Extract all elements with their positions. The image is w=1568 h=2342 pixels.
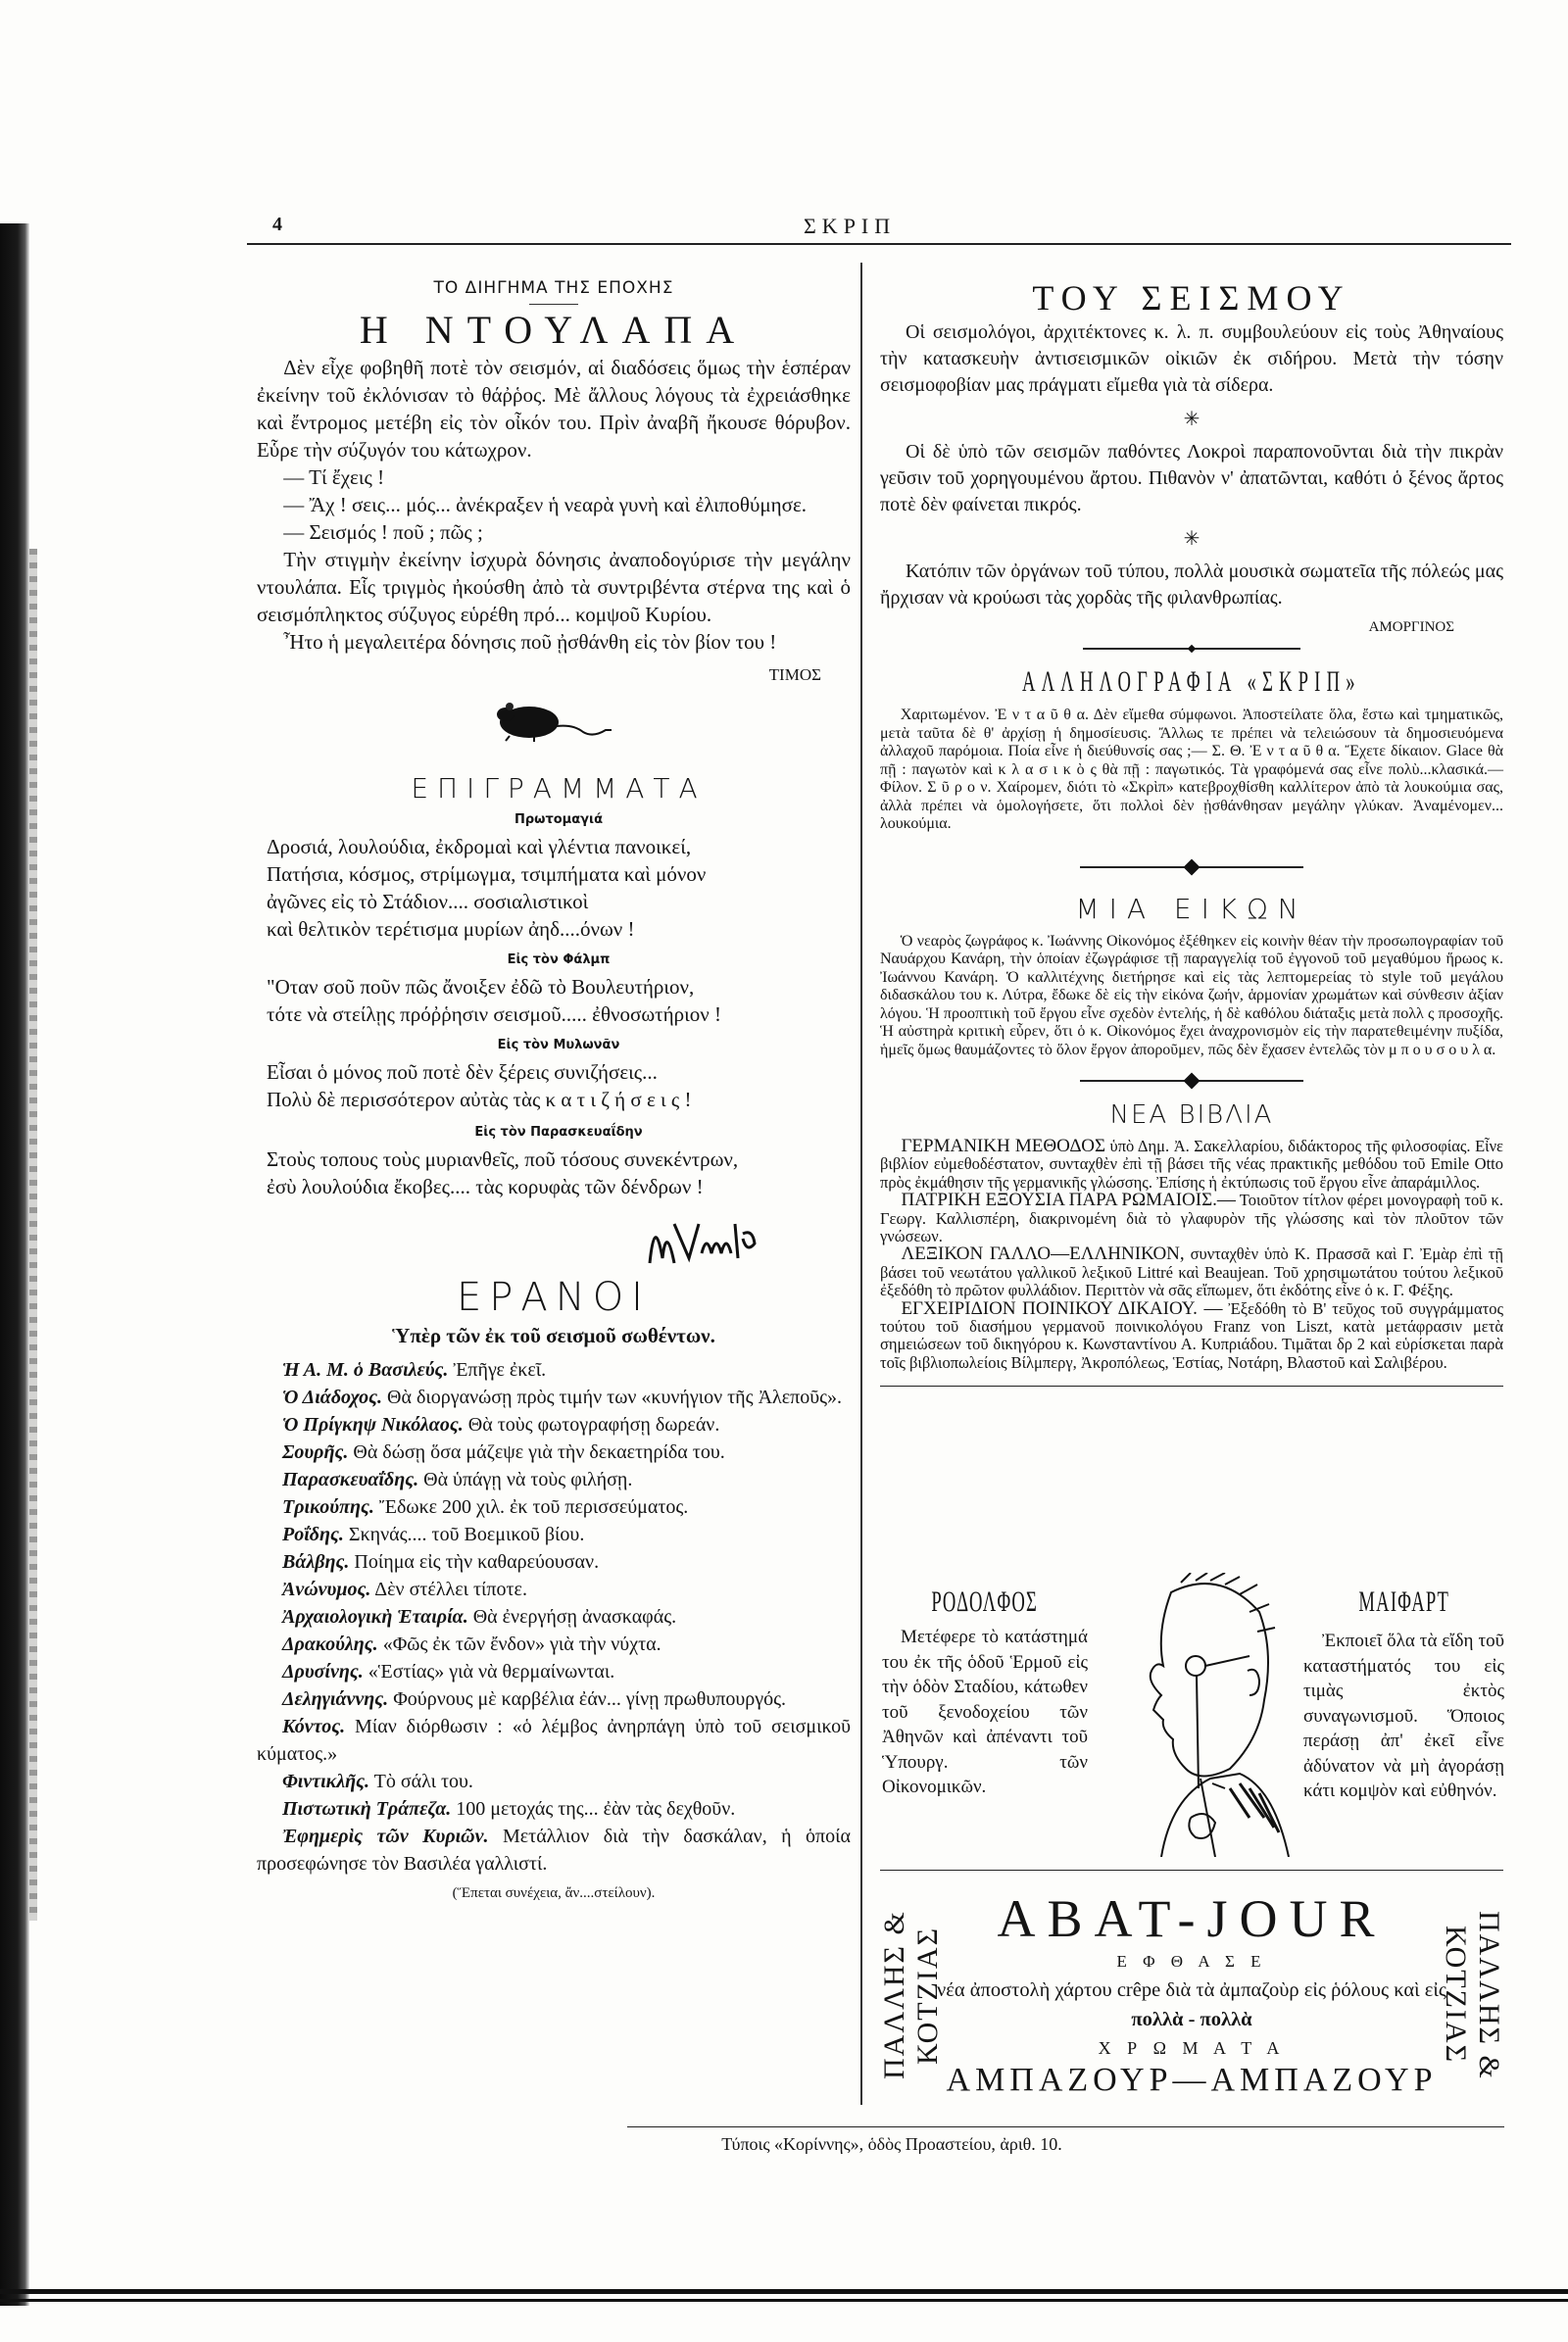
- epigram-line: ἐσὺ λουλούδια ἔκοβες.... τὰς κορυφὰς τῶν δένδρων !: [267, 1175, 704, 1198]
- seismos-paragraph: Οἱ σεισμολόγοι, ἀρχιτέκτονες κ. λ. π. συμβουλεύουν εἰς τοὺς Ἀθηναίους τὴν κατασκευὴν ἀντισεισμικῶν οἰκιῶν ἐκ σιδήρου. Μετὰ τὴν τόσην σεισμοφοβίαν μας πράγματι εἴμεθα γιὰ τὰ σίδερα.: [880, 321, 1503, 396]
- eranoi-subtitle: Ὑπὲρ τῶν ἐκ τοῦ σεισμοῦ σωθέντων.: [392, 1324, 715, 1347]
- donor-gift: Τὸ σάλι του.: [373, 1771, 473, 1792]
- donor-name: Δεληγιάννης.: [282, 1688, 389, 1710]
- epigram-line: τότε νὰ στείλῃς πρόῤῥησιν σεισμοῦ..... ἐθνοσωτήριον !: [267, 1002, 721, 1026]
- asterisk-separator: ✳: [1183, 528, 1200, 550]
- allilografia-text: Χαριτωμένον. Ἐ ν τ α ῦ θ α. Δὲν εἴμεθα σύμφωνοι. Ἀποστείλατε ὅλα, ἔστω καὶ τμηματικῶς, μετὰ ταῦτα δὲ θ' ἀρχίσῃ ἡ δημοσίευσις. Ἄλλως τε πρέπει νὰ τελειώσουν τὰ δημοσιευόμενα ἀλλαχοῦ παρόμοια. Ποία εἶνε ἡ διεύθυνσίς σας ;— Σ. Θ. Ἐ ν τ α ῦ θ α. Ἔχετε δίκαιον. Glace θὰ πῇ : παγωτὸν καὶ κ λ α σ ι κ ὸ ς θὰ πῇ : παγωτικός. Τὰ γραφόμενά σας εἶνε πολὺ...κλασικά.—Φίλον. Σ ῦ ρ ο ν. Χαίρομεν, διότι τὸ «Σκρὶπ» κατεβροχθίσθη καλλίτερον ἀπὸ τὰ λουκούμια σας, ἀλλὰ πρέπει νὰ ὁμολογήσετε, ὅτι πολλοὶ δὲν ᾐσθάνθησαν μεγάλην γλύκαν. Ἀναμένομεν... λουκούμια.: [880, 707, 1503, 832]
- donor-entry: [257, 1823, 851, 1878]
- eranoi-title: ΕΡΑΝΟΙ: [457, 1275, 651, 1320]
- donor-name: Δρακούλης.: [282, 1634, 378, 1655]
- book-title: ΛΕΞΙΚΟΝ ΓΑΛΛΟ—ΕΛΛΗΝΙΚΟΝ,: [901, 1244, 1185, 1265]
- donor-gift: «Φῶς ἐκ τῶν ἔνδον» γιὰ τὴν νύχτα.: [382, 1634, 662, 1655]
- abatjour-bottom: ΑΜΠΑΖΟΥΡ—ΑΜΠΑΖΟΥΡ: [946, 2062, 1438, 2098]
- book-list: [880, 1138, 1503, 1372]
- epigram-line: Στοὺς τοπους τοὺς μυριανθεῖς, ποῦ τόσους συνεκέντρων,: [267, 1147, 739, 1171]
- donor-gift: Θὰ ὑπάγῃ νὰ τοὺς φιλήσῃ.: [423, 1469, 633, 1490]
- book-entry: [880, 1297, 1504, 1373]
- caricature-illustration: [1102, 1573, 1298, 1857]
- book-entry: [880, 1138, 1503, 1192]
- donor-name: Δρυσίνης.: [282, 1661, 364, 1683]
- story-paragraph: Δὲν εἶχε φοβηθῆ ποτὲ τὸν σεισμόν, αἱ διαδόσεις ὅμως τὴν ἑσπέραν ἐκείνην τοῦ ἐκλόνισαν τὸ θάῤῥος. Μὲ ἄλλους λόγους τὰ ἐχρειάσθηκε καὶ ἔντρομος μετέβη εἰς τὸν οἶκόν του. Πρὶν ἀναβῆ ἤκουσε θόρυβον. Εὗρε τὴν σύζυγόν του κάτωχρον.: [257, 356, 851, 462]
- header-rule: [247, 243, 1511, 245]
- story-paragraph: — Σεισμός ! ποῦ ; πῶς ;: [283, 520, 483, 544]
- donor-name: Σουρῆς.: [282, 1441, 349, 1463]
- epigram-heading: Εἰς τὸν Παρασκευαΐδην: [474, 1125, 643, 1140]
- donor-gift: Μίαν διόρθωσιν : «ὁ λέμβος ἀνηρπάγη ὑπὸ τοῦ σεισμικοῦ κύματος.»: [257, 1716, 852, 1765]
- epigram-line: Πατήσια, κόσμος, στρίμωγμα, τσιμπήματα καὶ μόνον: [267, 862, 707, 886]
- book-entry: [880, 1245, 1503, 1299]
- epigram-heading: Εἰς τὸν Φάλμπ: [507, 952, 611, 967]
- story-paragraph: — Τί ἔχεις !: [283, 465, 385, 489]
- mia-eikon-section: [880, 893, 1503, 1060]
- donor-entry: [257, 1521, 851, 1548]
- abatjour-line: νέα ἀποστολὴ χάρτου crêpe διὰ τὰ ἀμπαζοὺρ εἰς ῥόλους καὶ εἰς: [937, 1979, 1446, 2001]
- section-divider: [880, 646, 1503, 652]
- epigram-line: ἀγῶνες εἰς τὸ Στάδιον.... σοσιαλιστικοὶ: [267, 890, 589, 913]
- book-description: συνταχθὲν ὑπὸ Κ. Πρασσᾶ καὶ Γ. Ἐμὰρ ἐπὶ τῇ βάσει τοῦ νεωτάτου γαλλικοῦ λεξικοῦ Littré καὶ Beaujean. Τοῦ χρησιμωτάτου τούτου λεξικοῦ ἐξεδόθη τὸ πρῶτον φυλλάδιον. Περιττὸν νὰ σᾶς εἴπωμεν, ὅτι ἐκδότης εἶνε ὁ κ. Γ. Φέξης.: [880, 1244, 1503, 1300]
- donor-gift: Μετάλλιον διὰ τὴν δασκάλαν, ἡ ὁποία προσεφώνησε τὸν Βασιλέα γαλλιστί.: [257, 1826, 851, 1875]
- donor-gift: Θὰ τοὺς φωτογραφήσῃ δωρεάν.: [467, 1414, 720, 1436]
- donor-name: Βάλβης.: [282, 1551, 350, 1573]
- maifart-text: Ἐκποιεῖ ὅλα τὰ εἴδη τοῦ καταστήματός του εἰς τιμὰς ἐκτὸς συναγωνισμοῦ. Ὅποιος περάσῃ ἀπ' ἐκεῖ εἶνε ἀδύνατον νὰ μὴ ἀγοράσῃ κάτι κομψὸν καὶ εὐθηνόν.: [1303, 1631, 1504, 1801]
- donor-gift: Θὰ διοργανώσῃ πρὸς τιμήν των «κυνήγιον τῆς Ἀλεποῦς».: [387, 1387, 843, 1408]
- page-number: 4: [272, 214, 282, 235]
- abatjour-title: ABAT-JOUR: [997, 1889, 1387, 1948]
- maifart-title: ΜΑΙΦΑΡΤ: [1358, 1586, 1449, 1618]
- donor-name: Ἐφημερὶς τῶν Κυριῶν.: [282, 1826, 489, 1847]
- donor-name: Ροΐδης.: [282, 1524, 344, 1545]
- section-rule: [880, 1870, 1503, 1871]
- donor-entry: [257, 1795, 851, 1823]
- donor-gift: 100 μετοχάς της... ἐὰν τὰς δεχθοῦν.: [456, 1798, 736, 1820]
- right-column: [880, 276, 1503, 1387]
- story-paragraph: — Ἄχ ! σεις... μός... ἀνέκραξεν ἡ νεαρὰ γυνὴ καὶ ἐλιποθύμησε.: [283, 493, 808, 516]
- donor-name: Ὁ Πρίγκηψ Νικόλαος.: [282, 1414, 464, 1436]
- section-rule: [880, 1386, 1503, 1387]
- rodolfos-text: Μετέφερε τὸ κατάστημά του ἐκ τῆς ὁδοῦ Ἑρμοῦ εἰς τὴν ὁδὸν Σταδίου, κάτωθεν τοῦ ξενοδοχείου τῶν Ἀθηνῶν καὶ ἀπέναντι τοῦ Ὑπουργ. τῶν Οἰκονομικῶν.: [882, 1627, 1088, 1797]
- donor-entry: [257, 1466, 851, 1493]
- donor-entry: [257, 1493, 851, 1521]
- donor-name: Φιντικλῆς.: [282, 1771, 370, 1792]
- abatjour-ad: [880, 1881, 1503, 2107]
- column-divider: [860, 263, 862, 2105]
- epigram-line: Πολὺ δὲ περισσότερον αὐτὰς τὰς κ α τ ι ζ ή σ ε ι ς !: [267, 1088, 692, 1111]
- donor-entry: [257, 1576, 851, 1603]
- ad-side-label-left: ΠΑΛΛΗΣ & ΚΟΤΖΙΑΣ: [878, 1910, 944, 2080]
- allilografia-section: [880, 665, 1503, 834]
- eranoi-section: [257, 1275, 851, 1902]
- donor-entry: [257, 1603, 851, 1631]
- story-title: Η ΝΤΟΥΛΑΠΑ: [359, 308, 749, 352]
- epigram-heading: Πρωτομαγιά: [514, 812, 604, 827]
- book-entry: [880, 1192, 1503, 1245]
- story-author: ΤΙΜΟΣ: [768, 665, 821, 684]
- asterisk-separator: ✳: [1183, 409, 1200, 430]
- nea-vivlia-title: ΝΕΑ ΒΙΒΛΙΑ: [1109, 1100, 1274, 1130]
- donor-entry: [257, 1658, 851, 1685]
- story-section: [257, 278, 851, 685]
- donor-gift: Θὰ ἐνεργήσῃ ἀνασκαφάς.: [472, 1606, 677, 1628]
- epigram-line: "Οταν σοῦ ποῦν πῶς ἄνοιξεν ἐδῶ τὸ Βουλευτήριον,: [267, 975, 695, 999]
- story-paragraph: Τὴν στιγμὴν ἐκείνην ἰσχυρὰ δόνησις ἀναποδογύρισε τὴν μεγάλην ντουλάπα. Εἷς τριγμὸς ἠκούσθη ἀπὸ τὰ συντριβέντα στέρνα της καὶ ὁ σεισμόπληκτος σύζυγος εὑρέθη πρό... κομψοῦ Κυρίου.: [257, 548, 851, 626]
- book-title: ΓΕΡΜΑΝΙΚΗ ΜΕΘΟΔΟΣ: [901, 1136, 1105, 1156]
- eranoi-footnote: (Ἕπεται συνέχεια, ἄν....στείλουν).: [452, 1885, 656, 1901]
- left-column: [257, 278, 851, 1902]
- donor-name: Τρικούπης.: [282, 1496, 374, 1518]
- donor-name: Παρασκευαΐδης.: [282, 1469, 419, 1490]
- footer-rule: [627, 2126, 1504, 2127]
- donor-gift: Θὰ δώσῃ ὅσα μάζεψε γιὰ τὴν δεκαετηρίδα του.: [353, 1441, 725, 1463]
- donor-gift: Δὲν στέλλει τίποτε.: [374, 1579, 527, 1600]
- donor-list: [257, 1356, 851, 1878]
- donor-gift: Ἐπῆγε ἐκεῖ.: [453, 1359, 547, 1381]
- mouse-illustration: [257, 695, 851, 749]
- nea-vivlia-section: [880, 1100, 1503, 1372]
- masthead: ΣΚΡΙΠ: [804, 214, 897, 238]
- section-divider: [880, 861, 1503, 873]
- mia-eikon-title: ΜΙΑ ΕΙΚΩΝ: [1075, 892, 1308, 925]
- donor-name: Ἀνώνυμος.: [282, 1579, 371, 1600]
- donor-entry: [257, 1685, 851, 1713]
- donor-entry: [257, 1439, 851, 1466]
- donor-entry: [257, 1384, 851, 1411]
- allilografia-title: ΑΛΛΗΛΟΓΡΑΦΙΑ «ΣΚΡΙΠ»: [1022, 665, 1361, 698]
- seismos-title: ΤΟΥ ΣΕΙΣΜΟΥ: [1032, 278, 1351, 317]
- donor-entry: [257, 1548, 851, 1576]
- story-paragraph: Ἦτο ἡ μεγαλειτέρα δόνησις ποῦ ᾐσθάνθη εἰς τὸν βίον του !: [283, 630, 777, 654]
- epigram-line: Εἶσαι ὁ μόνος ποῦ ποτὲ δὲν ξέρεις συνιζήσεις...: [267, 1060, 658, 1084]
- scan-bottom-bar: [0, 2289, 1568, 2294]
- epigram-line: καὶ θελτικὸν τερέτισμα μυρίων ἀηδ....όνων !: [267, 917, 635, 941]
- epigram-line: Δροσιά, λουλούδια, ἐκδρομαὶ καὶ γλέντια πανοικεί,: [267, 835, 692, 858]
- abatjour-text: [927, 1976, 1456, 2034]
- donor-name: Ἀρχαιολογικὴ Ἑταιρία.: [282, 1606, 468, 1628]
- book-description: Τοιοῦτον τίτλον φέρει μονογραφὴ τοῦ κ. Γεωργ. Καλλισπέρη, διακρινομένη διὰ τὸ γλαφυρὸν τῆς γλώσσης καὶ τὸν πλοῦτον τῶν γνώσεων.: [880, 1191, 1503, 1246]
- donor-entry: [257, 1411, 851, 1439]
- section-divider: [880, 1075, 1503, 1087]
- maifart-ad: [1303, 1586, 1504, 1804]
- abatjour-bold-text: πολλὰ - πολλὰ: [1131, 2009, 1252, 2030]
- ad-side-label-right: ΠΑΛΛΗΣ & ΚΟΤΖΙΑΣ: [1440, 1910, 1505, 2080]
- donor-name: Ἡ Α. Μ. ὁ Βασιλεύς.: [282, 1359, 449, 1381]
- donor-entry: [257, 1631, 851, 1658]
- donor-gift: Φούρνους μὲ καρβέλια ἐάν... γίνῃ πρωθυπουργός.: [393, 1688, 787, 1710]
- book-title: ΕΓΧΕΙΡΙΔΙΟΝ ΠΟΙΝΙΚΟΥ ΔΙΚΑΙΟΥ. —: [901, 1297, 1223, 1319]
- mia-eikon-text: Ὁ νεαρὸς ζωγράφος κ. Ἰωάννης Οἰκονόμος ἐξέθηκεν εἰς κοινὴν θέαν τὴν προσωπογραφίαν τοῦ Ναυάρχου Κανάρη, τὴν ὁποίαν ἐζωγράφισε τῇ παραγγελίᾳ τοῦ ἐγγονοῦ τοῦ μεγαθύμου ἥρωος κ. Ἰωάννου Κανάρη. Ὁ καλλιτέχνης διετήρησε καὶ εἰς τὰς λεπτομερείας τὸ style τοῦ μεγάλου διδασκάλου του κ. Λύτρα, ἔδωκε δὲ εἰς τὴν εἰκόνα ζωήν, ἁρμονίαν χρωμάτων καὶ σύνθεσιν ἀξίαν λόγου. Ἡ προοπτικὴ τοῦ ἔργου εἶνε σχεδὸν ἐντελής, ἡ δὲ καθόλου διάταξις μετὰ πολλ ς προσοχῆς. Ἡ αὐστηρὰ κριτικὴ εὗρεν, ὅτι ὁ κ. Οἰκονόμος ἔχει ἀναχρονισμὸν εἰς τὴν παρατεθειμένην πυξίδα, ἡμεῖς ὅμως θαυμάζοντες τὸ ὅλον ἔργον ἀποροῦμεν, πῶς δὲν ἔχασεν ἐντελῶς τὸν μ π ο υ σ ο υ λ α.: [880, 932, 1503, 1058]
- abatjour-colors: Χ Ρ Ω Μ Α Τ Α: [1098, 2038, 1286, 2058]
- book-title: ΠΑΤΡΙΚΗ ΕΞΟΥΣΙΑ ΠΑΡΑ ΡΩΜΑΙΟΙΣ.—: [901, 1190, 1236, 1211]
- donor-entry: [257, 1768, 851, 1795]
- story-kicker: ΤΟ ΔΙΗΓΗΜΑ ΤΗΣ ΕΠΟΧΗΣ: [433, 278, 674, 298]
- donor-gift: «Ἑστίας» γιὰ νὰ θερμαίνωνται.: [368, 1661, 615, 1683]
- footer-imprint: Τύποις «Κορίννης», ὁδὸς Προαστείου, ἀριθ. 10.: [721, 2134, 1062, 2154]
- epigrams-title: ΕΠΙΓΡΑΜΜΑΤΑ: [411, 772, 707, 805]
- epigram-heading: Εἰς τὸν Μυλωνᾶν: [497, 1038, 620, 1052]
- seismos-author: ΑΜΟΡΓΙΝΟΣ: [1368, 619, 1454, 635]
- donor-name: Κόντος.: [282, 1716, 346, 1737]
- book-description: ὑπὸ Δημ. Ἀ. Σακελλαρίου, διδάκτορος τῆς φιλοσοφίας. Εἶνε βιβλίον εὐμεθοδέστατον, συνταχθὲν ἐπὶ τῇ βάσει τῆς νέας πρακτικῆς μεθόδου τοῦ Emile Otto πρὸς ἐκμάθησιν τῆς γερμανικῆς γλώσσης. Ἐπίσης ἡ ἐκτύπωσις τοῦ ἔργου εἶνε ἀπαράμιλλος.: [880, 1137, 1503, 1192]
- abatjour-subtitle: Ε Φ Θ Α Σ Ε: [1116, 1952, 1267, 1971]
- seismos-section: [880, 276, 1503, 636]
- epigrams-section: [257, 772, 851, 1200]
- donor-entry: [257, 1356, 851, 1384]
- donor-gift: Σκηνάς.... τοῦ Βοεμικοῦ βίου.: [348, 1524, 585, 1545]
- kicker-rule: [529, 304, 578, 305]
- scan-bottom-bar: [0, 2299, 1568, 2302]
- seismos-paragraph: Κατόπιν τῶν ὀργάνων τοῦ τύπου, πολλὰ μουσικὰ σωματεῖα τῆς πόλεώς μας ἤρχισαν νὰ κρούωσι τὰς χορδὰς τῆς φιλανθρωπίας.: [880, 561, 1503, 609]
- rodolfos-title: ΡΟΔΟΛΦΟΣ: [931, 1586, 1039, 1618]
- donor-name: Πιστωτικὴ Τράπεζα.: [282, 1798, 452, 1820]
- scan-edge-noise: [29, 549, 37, 1921]
- donor-name: Ὁ Διάδοχος.: [282, 1387, 383, 1408]
- donor-gift: Ποίημα εἰς τὴν καθαρεύουσαν.: [354, 1551, 600, 1573]
- donor-gift: Ἔδωκε 200 χιλ. ἐκ τοῦ περισσεύματος.: [378, 1496, 689, 1518]
- rodolfos-ad: [882, 1586, 1088, 1800]
- scan-edge-shadow: [0, 223, 29, 2306]
- donor-entry: [257, 1713, 851, 1768]
- seismos-paragraph: Οἱ δὲ ὑπὸ τῶν σεισμῶν παθόντες Λοκροὶ παραπονοῦνται διὰ τὴν πικρὰν γεῦσιν τοῦ χορηγουμένου ἄρτου. Πιθανὸν ν' ἀπατῶνται, καθότι ὁ ξένος ἄρτος ποτὲ δὲν φαίνεται πικρός.: [880, 441, 1503, 515]
- book-description: Ἐξεδόθη τὸ Β' τεῦχος τοῦ συγγράμματος τούτου τοῦ διασήμου γερμανοῦ ποινικολόγου Franz von Liszt, κατὰ μετάφρασιν μετὰ σημειώσεων τοῦ δικηγόρου κ. Κωνσταντίνου Α. Κυπριάδου. Τιμᾶται δρ 2 καὶ εὑρίσκεται παρὰ τοῖς βιβλιοπωλείοις Βίλμπεργ, Ἀκροπόλεως, Ἑστίας, Νοτάρη, Βλαστοῦ καὶ Σαλιβέρου.: [880, 1298, 1504, 1372]
- signature: [257, 1204, 851, 1273]
